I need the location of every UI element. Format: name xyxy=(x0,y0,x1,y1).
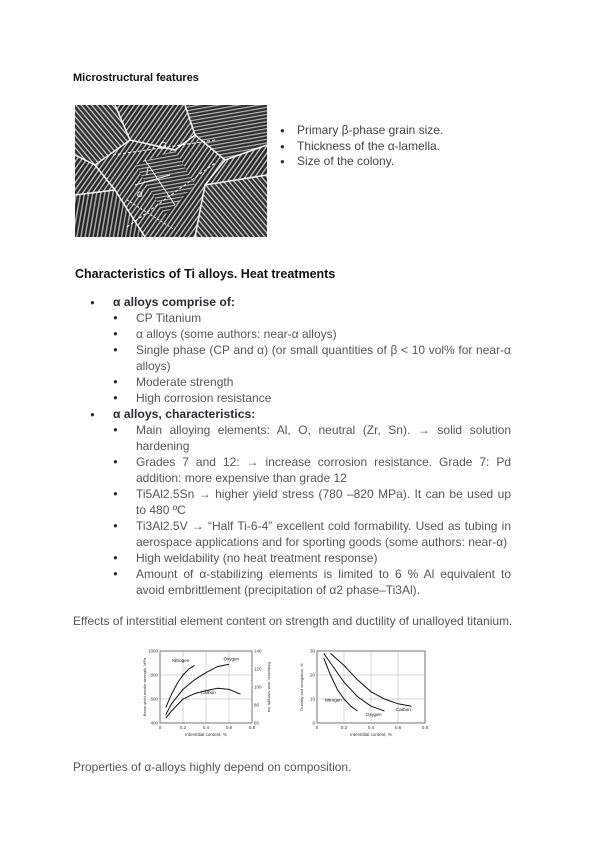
list-item: ● High corrosion resistance xyxy=(113,390,511,406)
x-tick-label: 0.6 xyxy=(394,725,402,730)
x-axis-label: Interstitial content, % xyxy=(185,732,227,737)
micro-label-l: l xyxy=(146,167,149,178)
x-tick-label: 0.4 xyxy=(202,725,210,730)
chart-strength xyxy=(140,643,275,748)
y-tick-label: 30 xyxy=(309,648,315,654)
y2-axis-label: Reduction, max strength, ksi xyxy=(267,661,272,713)
group-title: α alloys comprise of: xyxy=(113,295,235,309)
microstructure-bullet-list xyxy=(280,123,520,170)
y2-tick-label: 80 xyxy=(254,702,260,708)
list-item: ● Amount of α-stabilizing elements is limited to 6 % Al equivalent to avoid embrittlement (precipitation of α2 phase–Ti3Al). xyxy=(113,566,511,598)
list-item: ● Ti3Al2.5V → “Half Ti-6-4” excellent cold formability. Used as tubing in aerospace applications and for sporting goods (some authors: near-α) xyxy=(113,518,511,550)
micro-label-d: d xyxy=(137,189,143,200)
series-label-nitrogen: Nitrogen xyxy=(172,657,190,663)
x-tick-label: 0.4 xyxy=(367,725,375,730)
y2-tick-label: 100 xyxy=(254,684,262,690)
list-group-alpha-characteristics xyxy=(90,406,530,598)
y-tick-label: 1000 xyxy=(147,648,158,654)
list-item: ● α alloys (some authors: near-α alloys) xyxy=(113,326,511,342)
micro-label-G: G xyxy=(159,141,167,152)
y2-tick-label: 140 xyxy=(254,648,262,654)
list-item: ● CP Titanium xyxy=(113,310,511,326)
list-item: ● Thickness of the α-lamella. xyxy=(280,139,520,155)
x-axis-label: Interstitial content, % xyxy=(350,732,392,737)
x-tick-label: 0 xyxy=(315,725,319,730)
list-item: ● Ti5Al2.5Sn → higher yield stress (780 –820 MPa). It can be used up to 480 ºC xyxy=(113,486,511,518)
y-axis-label: Beam-yield tensile strength, MPa xyxy=(142,657,147,717)
series-label-nitrogen: Nitrogen xyxy=(324,697,342,703)
list-item: ● Moderate strength xyxy=(113,374,511,390)
section-heading-microstructure: Microstructural features xyxy=(73,72,199,84)
section-heading-characteristics: Characteristics of Ti alloys. Heat treatments xyxy=(75,267,336,281)
group-title: α alloys, characteristics: xyxy=(113,407,256,421)
series-label-carbon: Carbon xyxy=(396,707,411,712)
list-item: ● Size of the colony. xyxy=(280,154,520,170)
paragraph-properties: Properties of α-alloys highly depend on composition. xyxy=(73,760,352,774)
alloy-characteristics-list xyxy=(90,294,530,598)
y2-tick-label: 60 xyxy=(254,720,260,726)
chart-ductility xyxy=(295,643,435,748)
x-tick-label: 0.6 xyxy=(225,725,233,730)
y-tick-label: 20 xyxy=(309,672,315,678)
y-tick-label: 400 xyxy=(150,720,158,726)
y-axis-label: Ductility and elongation, % xyxy=(299,663,304,711)
y-tick-label: 10 xyxy=(309,696,315,702)
y-tick-label: 800 xyxy=(150,672,158,678)
x-tick-label: 0.2 xyxy=(179,725,187,730)
series-label-oxygen: Oxygen xyxy=(365,711,382,717)
paragraph-interstitial-effects: Effects of interstitial element content on strength and ductility of unalloyed titanium. xyxy=(73,614,513,628)
series-label-carbon: Carbon xyxy=(200,690,216,696)
list-group-alpha-comprise xyxy=(90,294,530,406)
x-tick-label: 0.2 xyxy=(340,725,348,730)
list-item: ● Main alloying elements: Al, O, neutral (Zr, Sn). → solid solution hardening xyxy=(113,422,511,454)
series-label-oxygen: Oxygen xyxy=(223,656,240,662)
micrograph-image xyxy=(75,105,267,237)
list-item: ● Single phase (CP and α) (or small quantities of β < 10 vol% for near-α alloys) xyxy=(113,342,511,374)
y2-tick-label: 120 xyxy=(254,666,262,672)
x-tick-label: 0.8 xyxy=(421,725,429,730)
list-item: ● Grades 7 and 12: → increase corrosion resistance. Grade 7: Pd addition: more expensive than grade 12 xyxy=(113,454,511,486)
list-item: ● High weldability (no heat treatment response) xyxy=(113,550,511,566)
x-tick-label: 0.8 xyxy=(248,725,256,730)
y-tick-label: 600 xyxy=(150,696,158,702)
x-tick-label: 0 xyxy=(158,725,162,730)
y-tick-label: 0 xyxy=(312,720,315,726)
list-item: ● Primary β-phase grain size. xyxy=(280,123,520,139)
